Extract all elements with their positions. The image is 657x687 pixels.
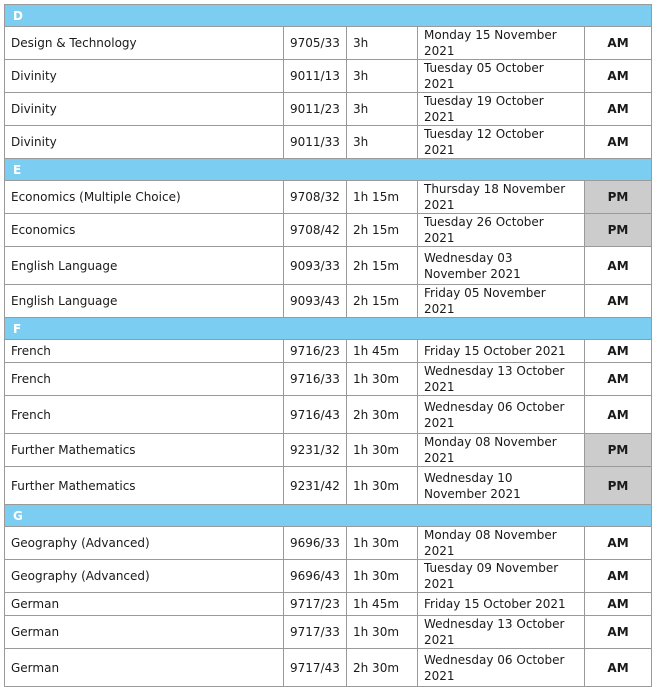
code-cell: 9705/33 bbox=[284, 27, 347, 60]
code-cell: 9716/23 bbox=[284, 340, 347, 363]
table-row bbox=[5, 467, 652, 505]
section-letter: D bbox=[5, 5, 652, 27]
timetable-body bbox=[5, 5, 652, 687]
date-cell: Monday 15 November 2021 bbox=[418, 27, 585, 60]
exam-timetable bbox=[4, 4, 652, 687]
session-cell: AM bbox=[585, 649, 652, 687]
code-cell: 9708/32 bbox=[284, 181, 347, 214]
section-header bbox=[5, 5, 652, 27]
duration-cell: 1h 30m bbox=[347, 434, 418, 467]
date-cell: Tuesday 05 October 2021 bbox=[418, 60, 585, 93]
duration-cell: 2h 30m bbox=[347, 649, 418, 687]
subject-cell: Further Mathematics bbox=[5, 467, 284, 505]
duration-cell: 1h 30m bbox=[347, 363, 418, 396]
session-cell: AM bbox=[585, 593, 652, 616]
code-cell: 9696/33 bbox=[284, 527, 347, 560]
duration-cell: 2h 15m bbox=[347, 247, 418, 285]
table-row bbox=[5, 649, 652, 687]
duration-cell: 1h 45m bbox=[347, 340, 418, 363]
code-cell: 9716/43 bbox=[284, 396, 347, 434]
duration-cell: 1h 15m bbox=[347, 181, 418, 214]
duration-cell: 3h bbox=[347, 126, 418, 159]
session-cell: PM bbox=[585, 434, 652, 467]
table-row bbox=[5, 434, 652, 467]
table-row bbox=[5, 593, 652, 616]
table-row bbox=[5, 285, 652, 318]
subject-cell: English Language bbox=[5, 247, 284, 285]
subject-cell: Economics (Multiple Choice) bbox=[5, 181, 284, 214]
date-cell: Friday 15 October 2021 bbox=[418, 593, 585, 616]
session-cell: AM bbox=[585, 126, 652, 159]
subject-cell: Geography (Advanced) bbox=[5, 560, 284, 593]
table-row bbox=[5, 126, 652, 159]
session-cell: AM bbox=[585, 616, 652, 649]
section-header bbox=[5, 159, 652, 181]
duration-cell: 3h bbox=[347, 27, 418, 60]
session-cell: AM bbox=[585, 285, 652, 318]
session-cell: AM bbox=[585, 527, 652, 560]
date-cell: Wednesday 03 November 2021 bbox=[418, 247, 585, 285]
subject-cell: French bbox=[5, 363, 284, 396]
table-row bbox=[5, 60, 652, 93]
date-cell: Tuesday 12 October 2021 bbox=[418, 126, 585, 159]
subject-cell: Divinity bbox=[5, 60, 284, 93]
subject-cell: Geography (Advanced) bbox=[5, 527, 284, 560]
table-row bbox=[5, 396, 652, 434]
date-cell: Tuesday 26 October 2021 bbox=[418, 214, 585, 247]
code-cell: 9011/13 bbox=[284, 60, 347, 93]
table-row bbox=[5, 616, 652, 649]
section-letter: F bbox=[5, 318, 652, 340]
code-cell: 9011/33 bbox=[284, 126, 347, 159]
session-cell: PM bbox=[585, 181, 652, 214]
session-cell: AM bbox=[585, 363, 652, 396]
session-cell: AM bbox=[585, 247, 652, 285]
subject-cell: Further Mathematics bbox=[5, 434, 284, 467]
session-cell: AM bbox=[585, 93, 652, 126]
subject-cell: German bbox=[5, 616, 284, 649]
code-cell: 9708/42 bbox=[284, 214, 347, 247]
table-row bbox=[5, 363, 652, 396]
date-cell: Wednesday 13 October 2021 bbox=[418, 616, 585, 649]
table-row bbox=[5, 340, 652, 363]
session-cell: PM bbox=[585, 467, 652, 505]
date-cell: Monday 08 November 2021 bbox=[418, 434, 585, 467]
section-header bbox=[5, 318, 652, 340]
table-row bbox=[5, 247, 652, 285]
session-cell: AM bbox=[585, 60, 652, 93]
session-cell: AM bbox=[585, 340, 652, 363]
date-cell: Friday 05 November 2021 bbox=[418, 285, 585, 318]
date-cell: Monday 08 November 2021 bbox=[418, 527, 585, 560]
duration-cell: 3h bbox=[347, 60, 418, 93]
code-cell: 9696/43 bbox=[284, 560, 347, 593]
duration-cell: 2h 30m bbox=[347, 396, 418, 434]
subject-cell: English Language bbox=[5, 285, 284, 318]
duration-cell: 1h 45m bbox=[347, 593, 418, 616]
date-cell: Wednesday 06 October 2021 bbox=[418, 396, 585, 434]
session-cell: AM bbox=[585, 27, 652, 60]
subject-cell: French bbox=[5, 396, 284, 434]
duration-cell: 3h bbox=[347, 93, 418, 126]
code-cell: 9716/33 bbox=[284, 363, 347, 396]
code-cell: 9717/23 bbox=[284, 593, 347, 616]
session-cell: AM bbox=[585, 560, 652, 593]
subject-cell: Economics bbox=[5, 214, 284, 247]
date-cell: Tuesday 09 November 2021 bbox=[418, 560, 585, 593]
code-cell: 9717/33 bbox=[284, 616, 347, 649]
subject-cell: Divinity bbox=[5, 93, 284, 126]
table-row bbox=[5, 181, 652, 214]
table-row bbox=[5, 27, 652, 60]
section-letter: G bbox=[5, 505, 652, 527]
code-cell: 9231/42 bbox=[284, 467, 347, 505]
code-cell: 9011/23 bbox=[284, 93, 347, 126]
table-row bbox=[5, 214, 652, 247]
date-cell: Thursday 18 November 2021 bbox=[418, 181, 585, 214]
date-cell: Friday 15 October 2021 bbox=[418, 340, 585, 363]
code-cell: 9231/32 bbox=[284, 434, 347, 467]
subject-cell: Divinity bbox=[5, 126, 284, 159]
code-cell: 9093/43 bbox=[284, 285, 347, 318]
table-row bbox=[5, 560, 652, 593]
session-cell: AM bbox=[585, 396, 652, 434]
table-row bbox=[5, 527, 652, 560]
date-cell: Wednesday 13 October 2021 bbox=[418, 363, 585, 396]
table-row bbox=[5, 93, 652, 126]
subject-cell: Design & Technology bbox=[5, 27, 284, 60]
code-cell: 9717/43 bbox=[284, 649, 347, 687]
duration-cell: 1h 30m bbox=[347, 560, 418, 593]
date-cell: Wednesday 10 November 2021 bbox=[418, 467, 585, 505]
duration-cell: 1h 30m bbox=[347, 527, 418, 560]
date-cell: Tuesday 19 October 2021 bbox=[418, 93, 585, 126]
section-letter: E bbox=[5, 159, 652, 181]
subject-cell: German bbox=[5, 593, 284, 616]
date-cell: Wednesday 06 October 2021 bbox=[418, 649, 585, 687]
code-cell: 9093/33 bbox=[284, 247, 347, 285]
session-cell: PM bbox=[585, 214, 652, 247]
duration-cell: 2h 15m bbox=[347, 214, 418, 247]
subject-cell: French bbox=[5, 340, 284, 363]
duration-cell: 2h 15m bbox=[347, 285, 418, 318]
section-header bbox=[5, 505, 652, 527]
duration-cell: 1h 30m bbox=[347, 616, 418, 649]
subject-cell: German bbox=[5, 649, 284, 687]
duration-cell: 1h 30m bbox=[347, 467, 418, 505]
